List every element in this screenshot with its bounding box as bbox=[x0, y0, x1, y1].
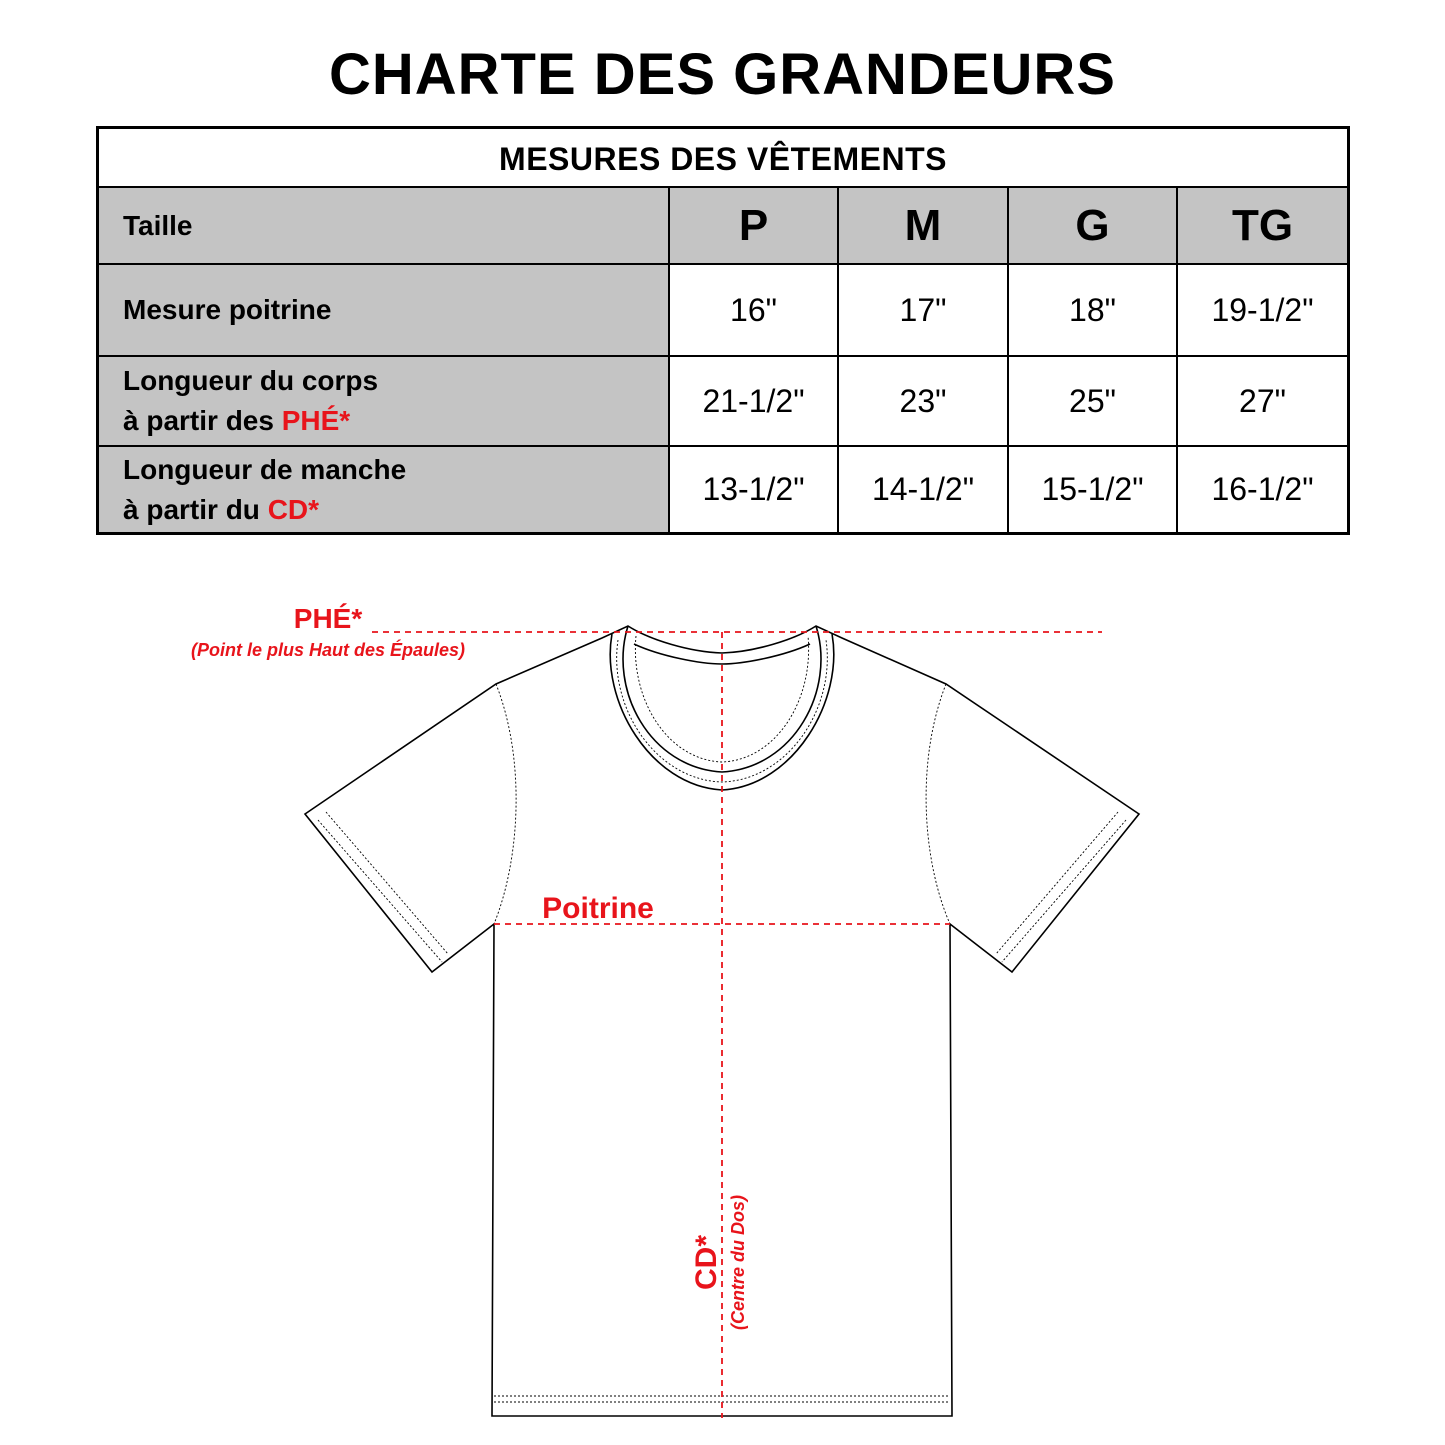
cell-value: 17" bbox=[899, 291, 947, 328]
size-header-text: G bbox=[1075, 200, 1110, 250]
row-label-ref: CD* bbox=[267, 493, 320, 525]
chest-label: Poitrine bbox=[542, 892, 654, 925]
cell-value: 16" bbox=[730, 291, 777, 328]
size-header-text: P bbox=[738, 200, 769, 250]
cell-value: 16-1/2" bbox=[1211, 471, 1314, 507]
row-label-text: Mesure poitrine bbox=[123, 294, 332, 325]
cell-value: 23" bbox=[899, 382, 947, 419]
cd-label: CD* bbox=[690, 1234, 723, 1290]
size-header-text: M bbox=[904, 200, 942, 250]
cell-value: 14-1/2" bbox=[871, 471, 975, 507]
table-heading: MESURES DES VÊTEMENTS bbox=[99, 129, 1347, 188]
cell-value: 15-1/2" bbox=[1041, 471, 1144, 507]
cd-description: (Centre du Dos) bbox=[728, 1195, 748, 1330]
cell-value: 21-1/2" bbox=[702, 382, 805, 419]
cell-value: 18" bbox=[1069, 291, 1116, 328]
size-label: Taille bbox=[123, 209, 193, 241]
cell-value: 27" bbox=[1239, 382, 1286, 419]
cell-value: 19-1/2" bbox=[1211, 291, 1314, 328]
phe-description: (Point le plus Haut des Épaules) bbox=[190, 640, 466, 660]
row-label-text: Longueur de manche bbox=[123, 453, 407, 485]
cell-value: 13-1/2" bbox=[702, 471, 805, 507]
phe-label: PHÉ* bbox=[293, 603, 363, 634]
row-label-prefix: à partir des bbox=[123, 405, 282, 436]
page-title: CHARTE DES GRANDEURS bbox=[329, 42, 1116, 107]
row-label-ref: PHÉ* bbox=[281, 405, 351, 436]
row-label-prefix: à partir du bbox=[123, 493, 268, 525]
row-label-text: Longueur du corps bbox=[123, 365, 379, 396]
size-header-text: TG bbox=[1231, 200, 1294, 250]
cell-value: 25" bbox=[1069, 382, 1116, 419]
